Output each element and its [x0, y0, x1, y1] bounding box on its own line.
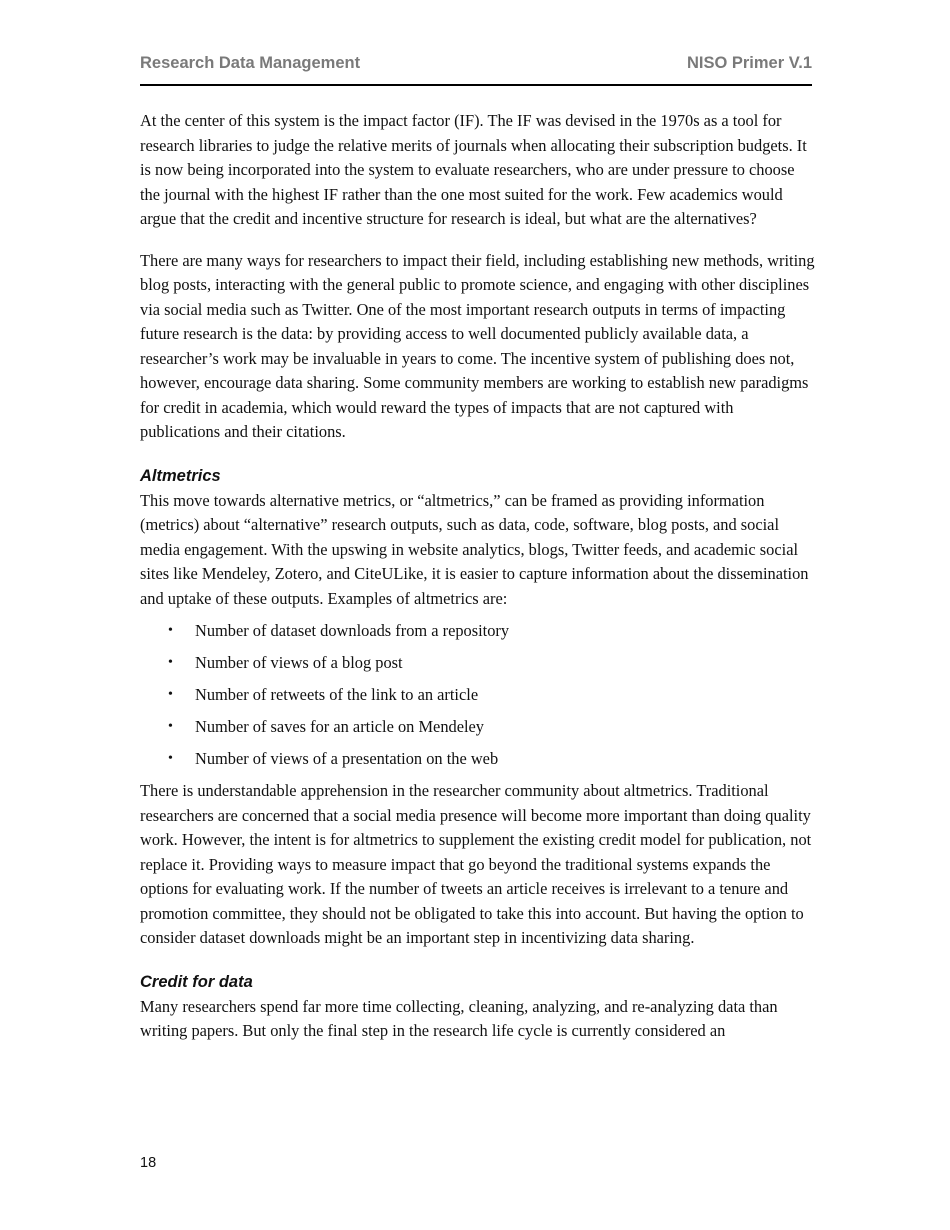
section-heading-credit-for-data: Credit for data — [140, 972, 253, 991]
header-version: NISO Primer V.1 — [686, 54, 812, 72]
paragraph-altmetrics-apprehension: There is understandable apprehension in the researcher community about altmetrics. Traditional researchers are concerned that a social media presence will become more important than doing quality work. However, the intent is for altmetrics to supplement the existing credit model for publication, not replace it. Providing ways to measure impact that go beyond the traditional systems expands the options for evaluating work. If the number of tweets an article receives is irrelevant to a tenure and promotion committee, they should not be obligated to take this into account. But having the option to consider dataset downloads might be an important step in incentivizing data sharing. — [140, 781, 812, 947]
section-heading-altmetrics: Altmetrics — [140, 466, 221, 485]
paragraph-credit-for-data: Many researchers spend far more time collecting, cleaning, analyzing, and re-analyzing data than writing papers. But only the final step in the research life cycle is currently considered an — [140, 996, 778, 1040]
list-item-text: Number of dataset downloads from a repository — [195, 621, 510, 640]
header-rule — [140, 84, 812, 86]
page-number: 18 — [140, 1155, 157, 1171]
list-item — [140, 619, 815, 644]
altmetrics-examples-list — [140, 619, 815, 772]
list-item-text: Number of views of a presentation on the web — [195, 749, 499, 768]
bullet-icon: • — [168, 687, 173, 702]
page-header — [140, 54, 812, 73]
list-item — [140, 715, 815, 740]
paragraph-impact-factor: At the center of this system is the impact factor (IF). The IF was devised in the 1970s as a tool for research libraries to judge the relative merits of journals when allocating their subscription budgets. It is now being incorporated into the system to evaluate researchers, who are under pressure to choose the journal with the highest IF rather than the one most suited for the work. Few academics would argue that the credit and incentive structure for research is ideal, but what are the alternatives? — [140, 111, 807, 228]
bullet-icon: • — [168, 655, 173, 670]
paragraph-research-impact: There are many ways for researchers to impact their field, including establishing new methods, writing blog posts, interacting with the general public to promote science, and engaging with other disciplines via social media such as Twitter. One of the most important research outputs in terms of impacting future research is the data: by providing access to well documented publicly available data, a researcher’s work may be invaluable in years to come. The incentive system of publishing does not, however, encourage data sharing. Some community members are working to establish new paradigms for credit in academia, which would reward the types of impacts that are not captured with publications and their citations. — [140, 250, 815, 441]
list-item — [140, 651, 815, 676]
list-item-text: Number of views of a blog post — [195, 653, 403, 672]
list-item-text: Number of retweets of the link to an article — [195, 685, 479, 704]
bullet-icon: • — [168, 623, 173, 638]
list-item-text: Number of saves for an article on Mendeley — [195, 717, 485, 736]
paragraph-altmetrics-intro: This move towards alternative metrics, or “altmetrics,” can be framed as providing information (metrics) about “alternative” research outputs, such as data, code, software, blog posts, and social media engagement. With the upswing in website analytics, blogs, Twitter feeds, and academic social sites like Mendeley, Zotero, and CiteULike, it is easier to capture information about the dissemination and uptake of these outputs. Examples of altmetrics are: — [140, 490, 809, 608]
header-title: Research Data Management — [140, 54, 361, 72]
bullet-icon: • — [168, 719, 173, 734]
list-item — [140, 683, 815, 708]
list-item — [140, 747, 815, 772]
body-text — [140, 109, 815, 1061]
bullet-icon: • — [168, 751, 173, 766]
